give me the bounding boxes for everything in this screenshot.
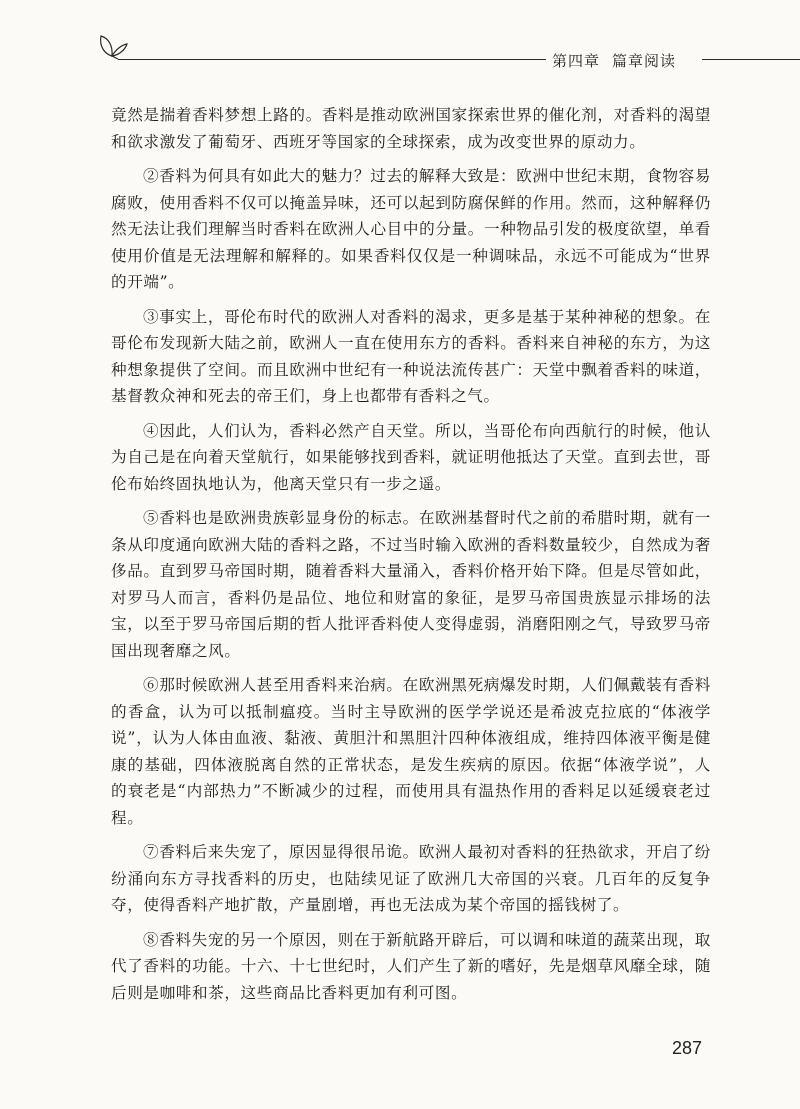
chapter-label: 第四章 [552, 52, 601, 70]
paragraph-5: ⑤香料也是欧洲贵族彰显身份的标志。在欧洲基督时代之前的希腊时期，就有一条从印度通向欧洲大陆的香料之路，不过当时输入欧洲的香料数量较少，自然成为奢侈品。直到罗马帝国时期，随着香料大量涌入，香料价格开始下降。但是尽管如此，对罗马人而言，香料仍是品位、地位和财富的象征，是罗马帝国贵族显示排场的法宝，以至于罗马帝国后期的哲人批评香料使人变得虚弱，消磨阳刚之气，导致罗马帝国出现奢靡之风。 [111, 509, 711, 660]
paragraph-7: ⑦香料后来失宠了，原因显得很吊诡。欧洲人最初对香料的狂热欲求，开启了纷纷涌向东方寻找香料的历史，也陆续见证了欧洲几大帝国的兴衰。几百年的反复争夺，使得香料产地扩散，产量剧增，再也无法成为某个帝国的摇钱树了。 [111, 843, 711, 914]
article-body [111, 102, 711, 1014]
leaf-ornament-icon [96, 30, 130, 60]
running-header [0, 0, 800, 70]
page-number: 287 [672, 1038, 703, 1058]
paragraph-continued: 竟然是揣着香料梦想上路的。香料是推动欧洲国家探索世界的催化剂，对香料的渴望和欲求激发了葡萄牙、西班牙等国家的全球探索，成为改变世界的原动力。 [111, 106, 711, 151]
header-rule-left [118, 59, 546, 60]
header-rule-right [702, 59, 800, 60]
paragraph-2: ②香料为何具有如此大的魅力？过去的解释大致是：欧洲中世纪末期，食物容易腐败，使用香料不仅可以掩盖异味，还可以起到防腐保鲜的作用。然而，这种解释仍然无法让我们理解当时香料在欧洲人心目中的分量。一种物品引发的极度欲望，单看使用价值是无法理解和解释的。如果香料仅仅是一种调味品，永远不可能成为“世界的开端”。 [111, 167, 711, 291]
section-label: 篇章阅读 [612, 52, 677, 70]
chapter-title [552, 50, 676, 71]
paragraph-8: ⑧香料失宠的另一个原因，则在于新航路开辟后，可以调和味道的蔬菜出现，取代了香料的功能。十六、十七世纪时，人们产生了新的嗜好，先是烟草风靡全球，随后则是咖啡和茶，这些商品比香料更加有利可图。 [111, 930, 711, 1002]
paragraph-3: ③事实上，哥伦布时代的欧洲人对香料的渴求，更多是基于某种神秘的想象。在哥伦布发现新大陆之前，欧洲人一直在使用东方的香料。香料来自神秘的东方，为这种想象提供了空间。而且欧洲中世纪有一种说法流传甚广：天堂中飘着香料的味道，基督教众神和死去的帝王们，身上也都带有香料之气。 [111, 307, 711, 405]
paragraph-6: ⑥那时候欧洲人甚至用香料来治病。在欧洲黑死病爆发时期，人们佩戴装有香料的香盒，认为可以抵制瘟疫。当时主导欧洲的医学学说还是希波克拉底的“体液学说”，认为人体由血液、黏液、黄胆汁和黑胆汁四种体液组成，维持四体液平衡是健康的基础，四体液脱离自然的正常状态，是发生疾病的原因。依据“体液学说”，人的衰老是“内部热力”不断减少的过程，而使用具有温热作用的香料足以延缓衰老过程。 [111, 676, 711, 827]
paragraph-4: ④因此，人们认为，香料必然产自天堂。所以，当哥伦布向西航行的时候，他认为自己是在向着天堂航行，如果能够找到香料，就证明他抵达了天堂。直到去世，哥伦布始终固执地认为，他离天堂只有一步之遥。 [111, 421, 711, 493]
